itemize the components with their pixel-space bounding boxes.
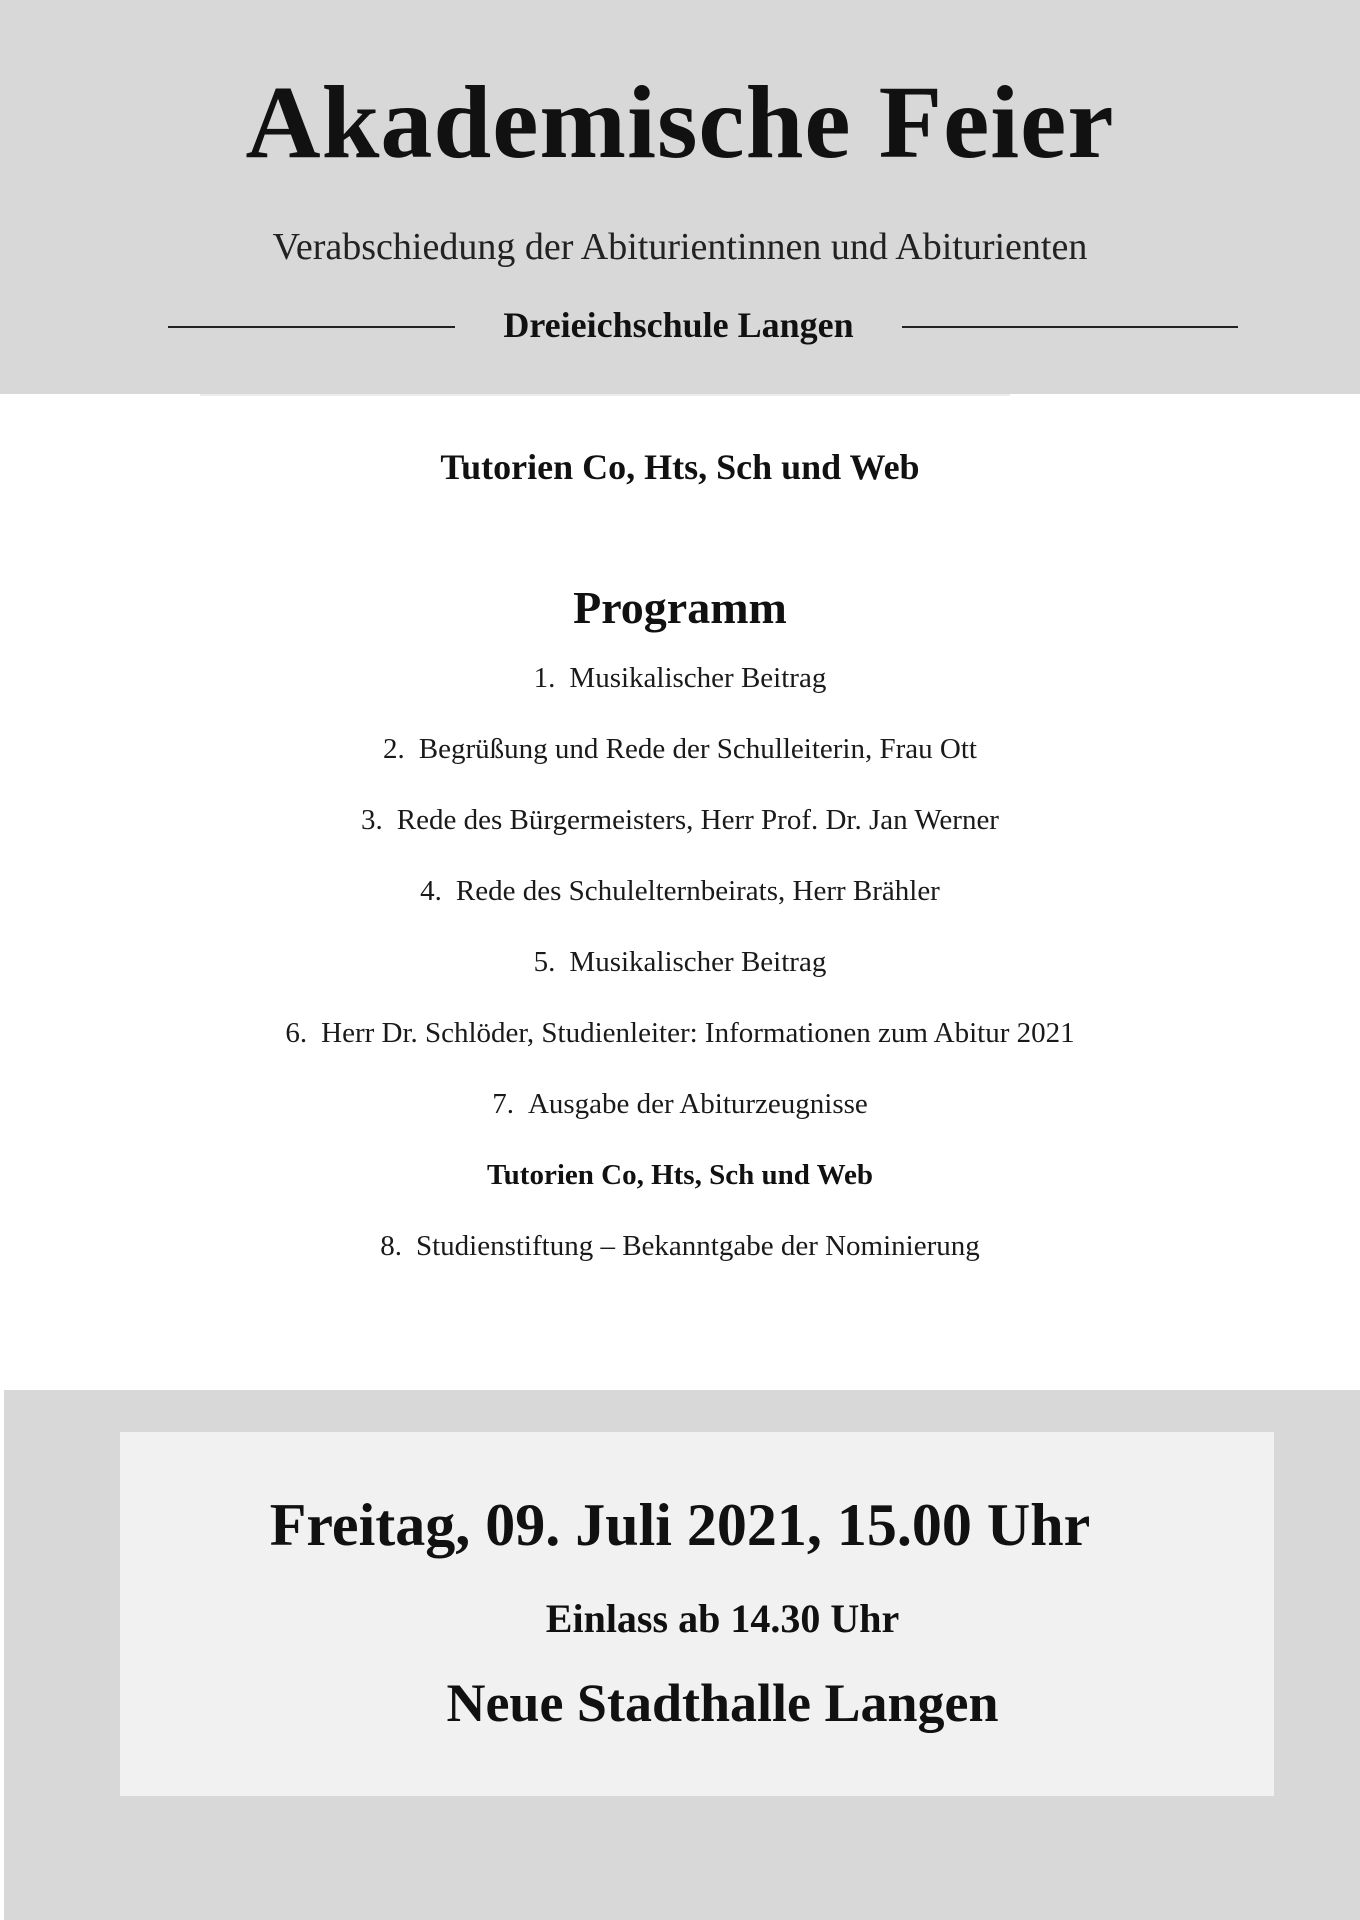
- program-sub-tutors: Tutorien Co, Hts, Sch und Web: [487, 1159, 873, 1191]
- program-item-text: Rede des Schulelternbeirats, Herr Brähler: [455, 875, 940, 907]
- program-item-text: Ausgabe der Abiturzeugnisse: [527, 1088, 868, 1120]
- right-rule: [902, 326, 1238, 328]
- header-divider: [200, 394, 1010, 396]
- program-item-text: Rede des Bürgermeisters, Herr Prof. Dr. Jan Werner: [396, 804, 999, 836]
- tutors-heading: Tutorien Co, Hts, Sch und Web: [440, 447, 920, 487]
- program-item-text: Herr Dr. Schlöder, Studienleiter: Informationen zum Abitur 2021: [321, 1017, 1075, 1049]
- program-item-8: [0, 1226, 1360, 1266]
- venue-name: Neue Stadthalle Langen: [446, 1673, 999, 1733]
- program-item-number: 1.: [533, 662, 556, 694]
- entry-time: Einlass ab 14.30 Uhr: [545, 1596, 900, 1641]
- program-item-5: [0, 942, 1360, 982]
- program-item-number: 8.: [380, 1230, 402, 1262]
- program-item-7: [0, 1084, 1360, 1124]
- program-item-text: Musikalischer Beitrag: [569, 946, 827, 978]
- program-item-number: 2.: [383, 733, 405, 765]
- school-name: Dreieichschule Langen: [503, 305, 854, 345]
- left-rule: [168, 326, 455, 328]
- program-item-4: [0, 871, 1360, 911]
- program-item-number: 7.: [492, 1088, 514, 1120]
- event-date: Freitag, 09. Juli 2021, 15.00 Uhr: [269, 1492, 1091, 1558]
- program-item-number: 5.: [533, 946, 556, 978]
- program-item-6: [0, 1013, 1360, 1053]
- school-row: [0, 300, 1360, 350]
- program-item-text: Studienstiftung – Bekanntgabe der Nominierung: [415, 1230, 980, 1262]
- program-item-text: Musikalischer Beitrag: [569, 662, 827, 694]
- program-item-number: 6.: [285, 1017, 308, 1049]
- program-item-number: 4.: [420, 875, 442, 907]
- page-title: Akademische Feier: [245, 65, 1115, 180]
- page-subtitle: Verabschiedung der Abiturientinnen und Abiturienten: [272, 226, 1088, 268]
- program-item-number: 3.: [361, 804, 383, 836]
- program-item-2: [0, 729, 1360, 769]
- program-item-text: Begrüßung und Rede der Schulleiterin, Frau Ott: [418, 733, 977, 765]
- program-item-1: [0, 658, 1360, 698]
- program-item-3: [0, 800, 1360, 840]
- program-heading: Programm: [573, 582, 787, 633]
